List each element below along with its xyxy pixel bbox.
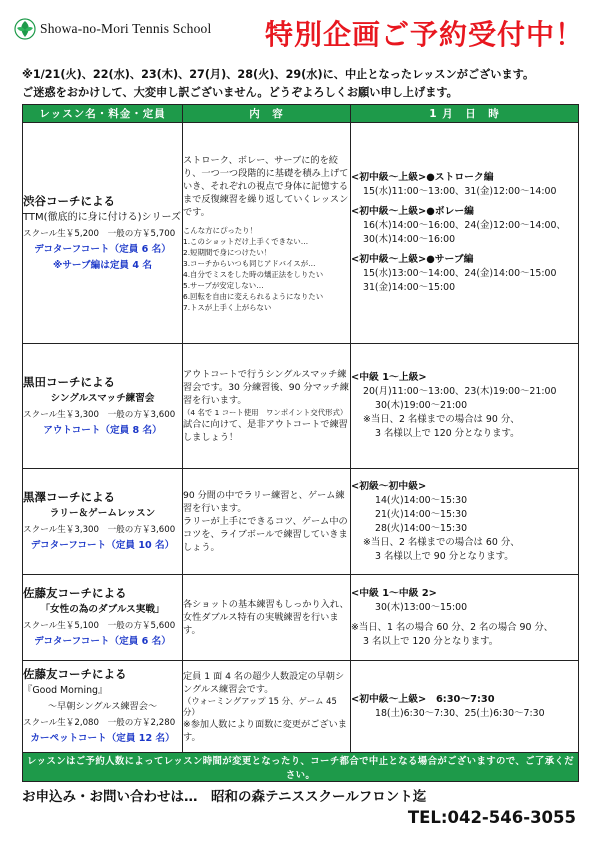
date-line: 16(木)14:00～16:00、24(金)12:00～14:00、 [363,220,566,231]
date-note: 3 名様以上で 120 分となります。 [375,428,520,439]
court-capacity: デコターフコート（定員 6 名） [34,636,171,647]
lesson-content-cell [183,344,351,469]
lesson-subtitle: シングルスマッチ練習会 [50,392,155,404]
leaf-emblem-icon [14,18,36,40]
table-row [23,469,579,575]
content-text: ※参加人数により面数に変更がございます。 [183,718,347,743]
court-capacity: カーペットコート（定員 12 名） [30,733,175,744]
coach-name: 佐藤友コーチによる [23,586,127,600]
lesson-price: スクール生￥5,200 一般の方￥5,700 [23,228,176,239]
content-text: 90 分間の中でラリー練習と、ゲーム練習を行います。 [183,490,345,514]
intro-line-2: ご迷惑をおかけして、大変申し訳ございません。どうぞよろしくお願い申し上げます。 [22,86,458,99]
content-list-item: 4.自分でミスをした時の矯正法をしりたい [183,269,324,279]
lesson-content-cell [183,575,351,661]
date-line: 30(木)19:00～21:00 [375,400,468,411]
logo-text: Showa-no-Mori Tennis School [40,21,212,36]
capacity-note: ※サーブ編は定員 4 名 [53,259,152,271]
date-line: 18(土)6:30～7:30、25(土)6:30～7:30 [375,707,545,719]
content-text: ストローク、ボレー、サーブに的を絞り、一つ一つ段階的に基礎を積み上げていき、それぞれの視点で身体に記憶するまで反復練習を繰り返していくレッスンです。 [183,154,349,218]
lesson-name-cell [23,469,183,575]
content-list-item: 3.コーチからいつも同じアドバイスが… [183,258,316,268]
dates-heading: <初中級～上級>●サーブ編 [351,254,474,265]
intro-notice [22,66,582,102]
table-row [23,575,579,661]
content-text: 試合に向けて、是非アウトコートで練習しましょう！ [183,419,348,443]
table-row [23,123,579,344]
table-row [23,661,579,753]
court-capacity: アウトコート（定員 8 名） [43,424,162,436]
dates-heading: <中級 1～中級 2> [351,587,437,599]
table-footer-row [23,753,579,782]
coach-name: 渋谷コーチによる [23,193,115,208]
lesson-subtitle: ラリー＆ゲームレッスン [49,508,156,519]
content-list-item: 1.このショットだけ上手くできない… [183,236,309,246]
header-lesson: レッスン名・料金・定員 [23,105,183,123]
content-list-item: こんな方にぴったり！ [183,225,257,235]
content-text: 定員 1 面 4 名の超少人数設定の早朝シングルス練習会です。 [183,670,345,695]
coach-name: 黒田コーチによる [23,374,115,389]
lesson-price: スクール生￥3,300 一般の方￥3,600 [23,409,176,420]
dates-heading: <中級 1～上級> [351,372,427,383]
lesson-subtitle: 「女性の為のダブルス実戦」 [40,604,165,615]
date-line: 31(金)14:00～15:00 [363,282,456,293]
lesson-schedule-table [22,104,579,782]
lesson-subtitle: 『Good Morning』 [23,685,108,696]
table-row [23,344,579,469]
court-capacity: デコターフコート（定員 6 名） [34,243,171,255]
date-line: 21(火)14:00～15:30 [375,508,468,520]
header-content: 内 容 [183,105,351,123]
dates-heading: <初中級～上級>●ストローク編 [351,172,494,183]
content-list-item: 7.トスが上手く上がらない [183,302,272,312]
lesson-content-cell [183,661,351,753]
phone-number: TEL:042-546-3055 [407,808,576,827]
lesson-content-cell [183,123,351,344]
school-logo [14,18,211,40]
content-list-item: 5.サーブが安定しない… [183,280,264,290]
table-header-row [23,105,579,123]
date-line: 30(木)14:00～16:00 [363,234,456,245]
table-footer-note: レッスンはご予約人数によってレッスン時間が変更となったり、コーチ都合で中止となる場合がございますので、ご了承ください。 [23,753,579,782]
lesson-price: スクール生￥5,100 一般の方￥5,600 [23,621,176,631]
lesson-name-cell [23,344,183,469]
dates-heading: <初級～初中級> [351,480,427,492]
lesson-price: スクール生￥2,080 一般の方￥2,280 [23,718,176,728]
content-text: アウトコートで行うシングルスマッチ練習会です。30 分練習後、90 分マッチ練習を行います。 [183,369,349,406]
coach-name: 黒澤コーチによる [23,490,115,504]
lesson-subtitle-2: ～早朝シングルス練習会～ [47,701,158,712]
lesson-dates-cell [351,575,579,661]
content-text: （4 名で 1 コート使用 ワンポイント交代形式） [183,408,348,417]
intro-line-1: ※1/21(火)、22(水)、23(木)、27(月)、28(火)、29(水)に、中止となったレッスンがございます。 [22,68,535,81]
headline: 特別企画ご予約受付中！ [264,18,584,51]
header-dates: 1 月 日 時 [351,105,579,123]
date-note: 3 名様以上で 90 分となります。 [375,550,514,562]
content-list-item: 6.回転を自由に変えられるようになりたい [183,291,324,301]
court-capacity: デコターフコート（定員 10 名） [30,540,175,551]
content-text: ラリーが上手にできるコツ、ゲーム中のコツを、ライブボールで練習していきましょう。 [183,516,348,553]
lesson-subtitle: TTM(徹底的に身に付ける)シリーズ [23,211,181,223]
lesson-name-cell [23,575,183,661]
lesson-name-cell [23,661,183,753]
lesson-name-cell [23,123,183,344]
content-text: （ウォーミングアップ 15 分、ゲーム 45 分） [183,695,337,717]
coach-name: 佐藤友コーチによる [23,667,127,681]
dates-heading: <初中級～上級> 6:30～7:30 [351,693,495,705]
date-line: 28(火)14:00～15:30 [375,522,468,534]
date-line: 20(月)11:00～13:00、23(木)19:00～21:00 [363,386,557,397]
date-line: 30(木)13:00～15:00 [375,601,468,613]
dates-heading: <初中級～上級>●ボレー編 [351,206,474,217]
date-note: ※当日、2 名様までの場合は 60 分、 [363,536,520,548]
date-line: 15(水)13:00～14:00、24(金)14:00～15:00 [363,268,557,279]
date-line: 14(火)14:00～15:30 [375,494,468,506]
contact-line: お申込み・お問い合わせは… 昭和の森テニススクールフロント迄 [22,789,427,805]
lesson-content-cell [183,469,351,575]
date-line: 15(水)11:00～13:00、31(金)12:00～14:00 [363,186,557,197]
lesson-dates-cell [351,661,579,753]
content-text: 各ショットの基本練習もしっかり入れ、女性ダブルス特有の実戦練習を行います。 [183,599,349,636]
lesson-dates-cell [351,469,579,575]
lesson-dates-cell [351,123,579,344]
date-note: 3 名以上で 120 分となります。 [363,635,499,647]
date-note: ※当日、2 名様までの場合は 90 分、 [363,414,520,425]
content-list-item: 2.短期間で身につけたい！ [183,247,272,257]
date-note: ※当日、1 名の場合 60 分、2 名の場合 90 分、 [351,621,554,633]
lesson-price: スクール生￥3,300 一般の方￥3,600 [23,525,176,535]
lesson-dates-cell [351,344,579,469]
